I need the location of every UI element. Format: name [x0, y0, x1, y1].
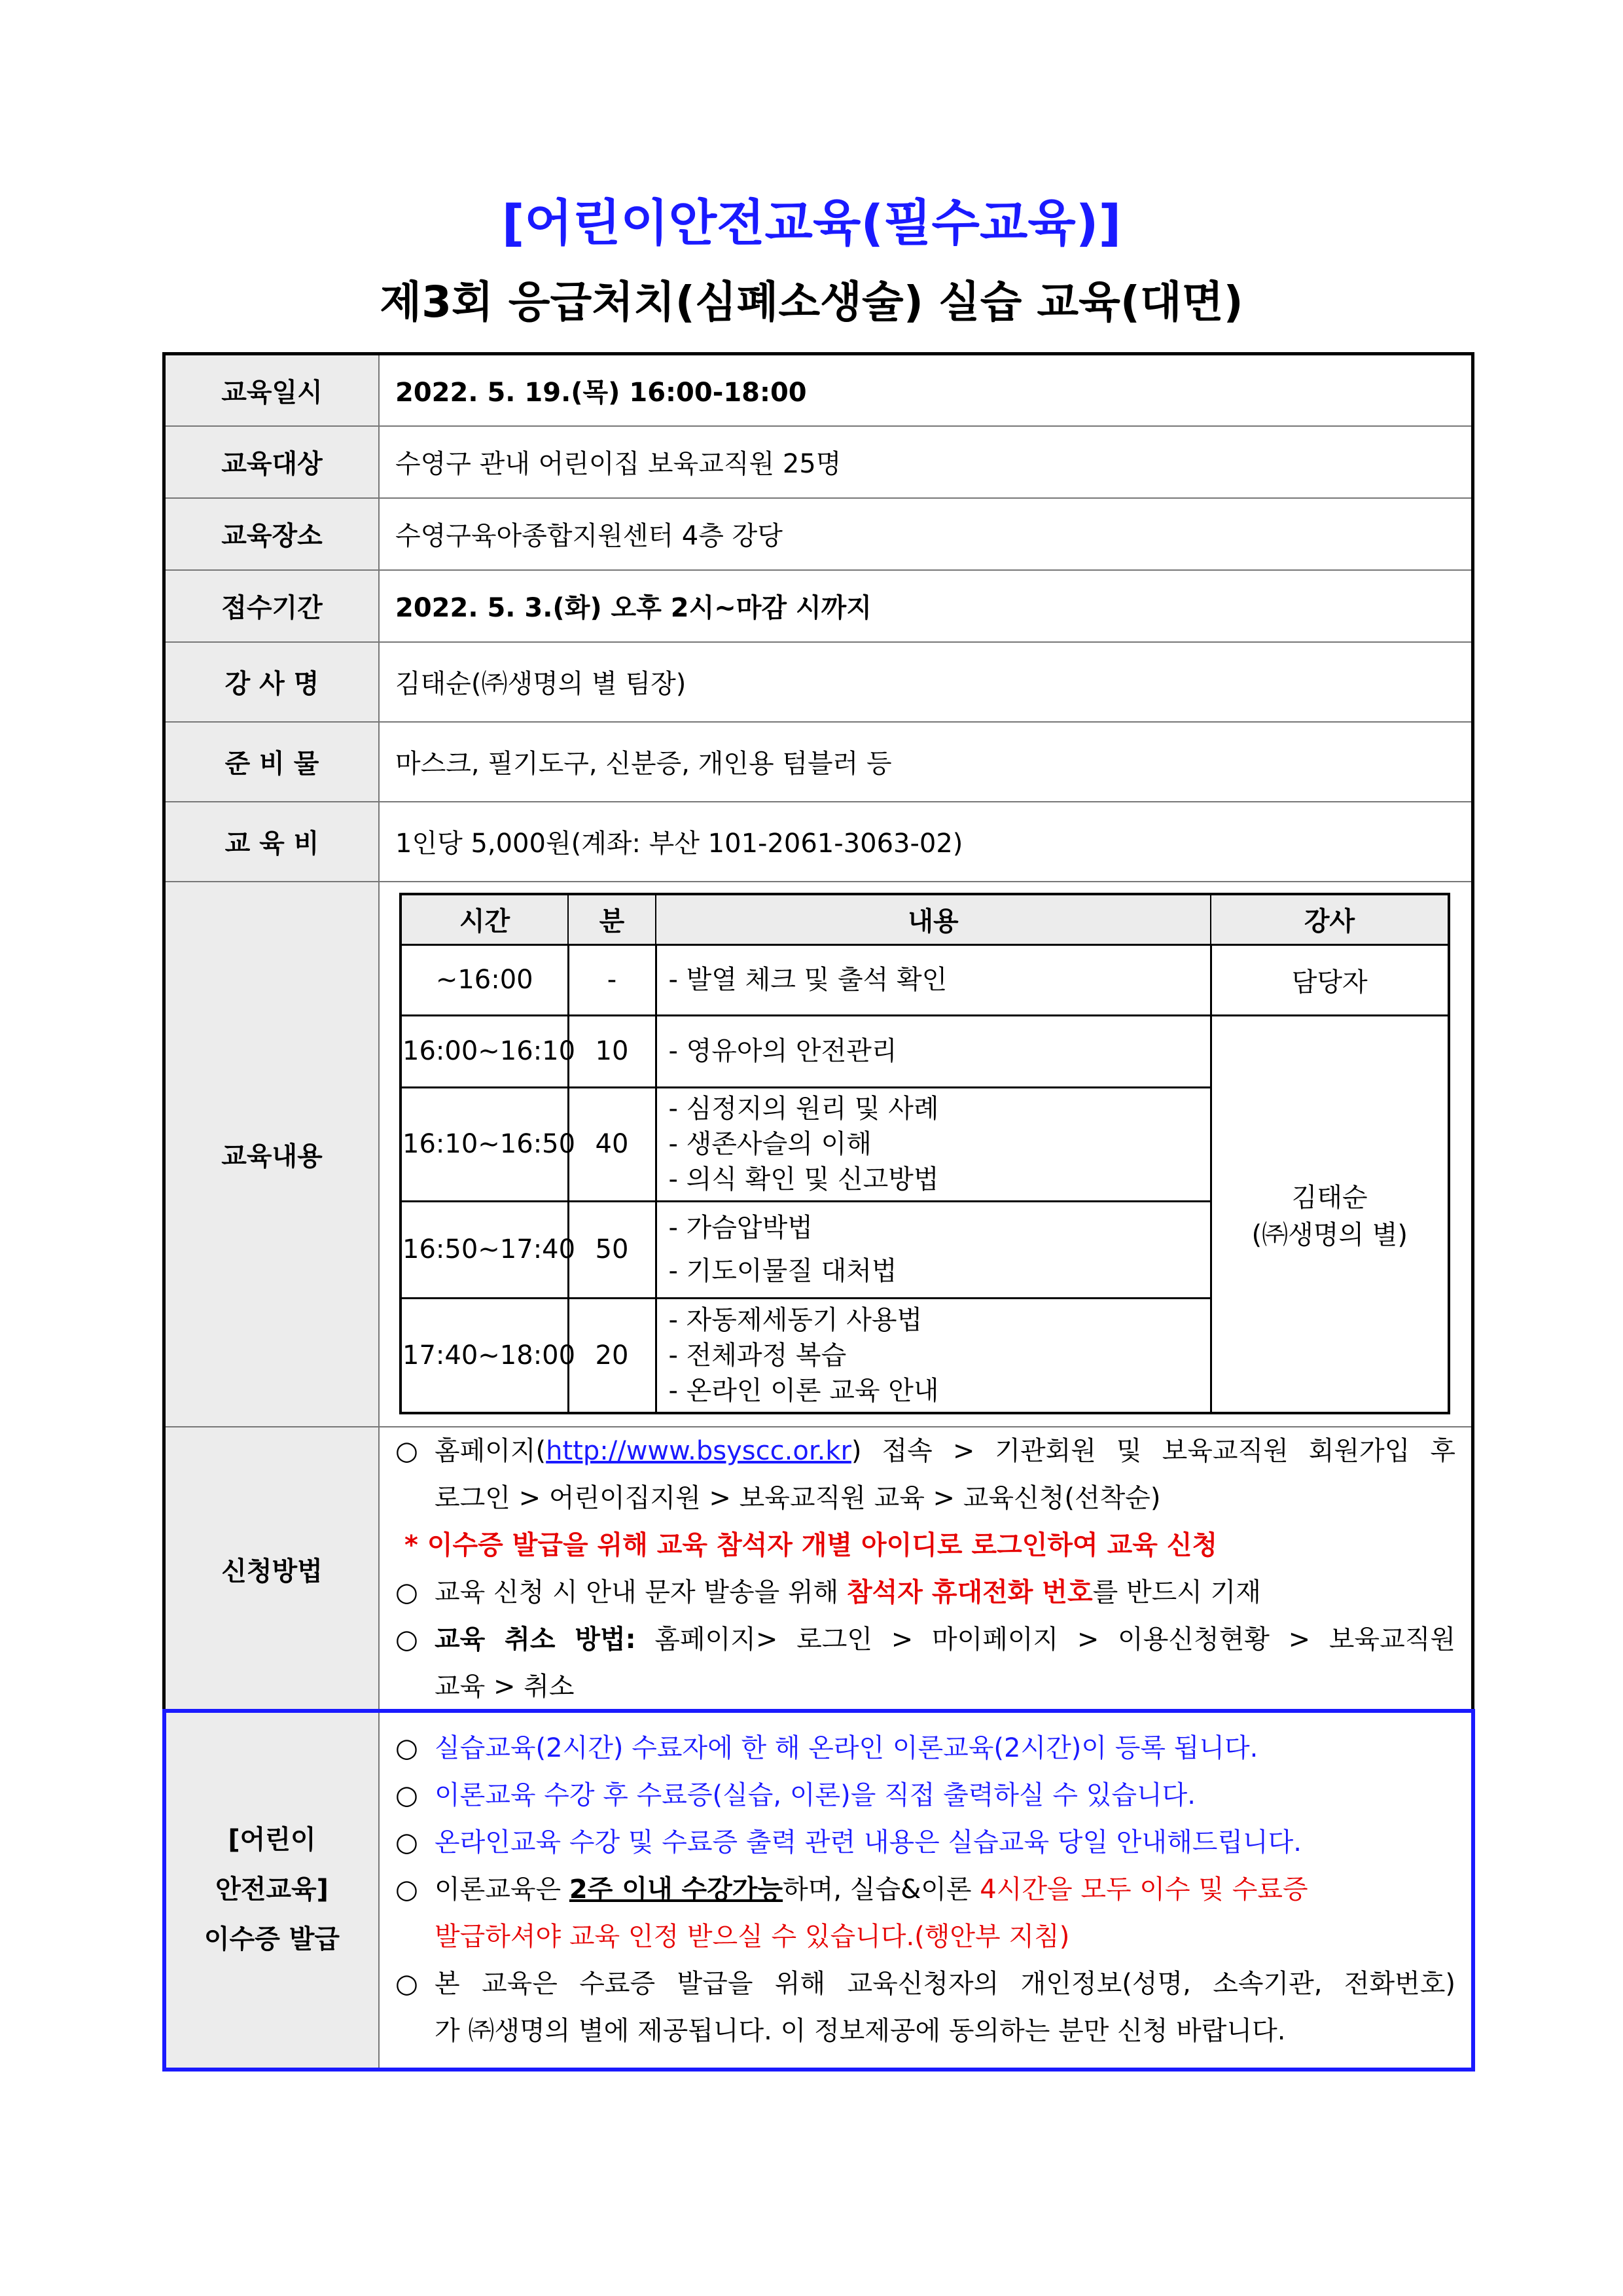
row-target	[164, 426, 1473, 498]
schedule-item-list	[656, 1298, 1211, 1413]
row-certificate	[164, 1711, 1473, 2070]
apply-cell	[379, 1427, 1473, 1711]
certificate-label-line: 안전교육]	[215, 1874, 329, 1905]
target-value: 수영구 관내 어린이집 보육교직원 25명	[379, 426, 1473, 498]
header-minutes: 분	[568, 894, 656, 945]
circle-bullet-icon: ○	[395, 1624, 418, 1655]
header-time: 시간	[401, 894, 568, 945]
row-instructor	[164, 642, 1473, 722]
date-value: 2022. 5. 19.(목) 16:00-18:00	[379, 354, 1473, 426]
apply-text: 홈페이지(	[435, 1436, 546, 1466]
supplies-label: 준 비 물	[164, 722, 380, 802]
certificate-deadline: 2주 이내 수강가능	[569, 1874, 783, 1905]
apply-text: 홈페이지> 로그인 > 마이페이지 > 이용신청현황 > 보육교직원	[635, 1624, 1455, 1655]
content-label: 교육내용	[164, 882, 380, 1427]
apply-label: 신청방법	[164, 1427, 380, 1711]
circle-bullet-icon: ○	[395, 1436, 418, 1466]
certificate-label-line: 이수증 발급	[204, 1924, 340, 1954]
row-apply	[164, 1427, 1473, 1711]
certificate-paragraph-4	[395, 1866, 1455, 1960]
row-period	[164, 570, 1473, 642]
certificate-cell	[379, 1711, 1473, 2070]
certificate-requirement: 발급하셔야 교육 인정 받으실 수 있습니다.(행안부 지침)	[435, 1922, 1070, 1952]
circle-bullet-icon: ○	[395, 1827, 418, 1857]
fee-value: 1인당 5,000원(계좌: 부산 101-2061-3063-02)	[379, 802, 1473, 882]
instructor-value: 김태순(㈜생명의 별 팀장)	[379, 642, 1473, 722]
circle-bullet-icon: ○	[395, 1874, 418, 1905]
row-date	[164, 354, 1473, 426]
cancel-method-label: 교육 취소 방법:	[435, 1624, 636, 1655]
content-cell	[379, 882, 1473, 1427]
schedule-minutes: 10	[568, 1015, 656, 1087]
schedule-item: - 발열 체크 및 출석 확인	[656, 944, 1211, 1015]
schedule-minutes: 40	[568, 1087, 656, 1201]
schedule-minutes: 50	[568, 1201, 656, 1298]
supplies-value: 마스크, 필기도구, 신분증, 개인용 텀블러 등	[379, 722, 1473, 802]
schedule-lecturer: 담당자	[1211, 944, 1449, 1015]
document-title: [어린이안전교육(필수교육)]	[501, 194, 1122, 252]
row-fee	[164, 802, 1473, 882]
document-subtitle: 제3회 응급처치(심폐소생술) 실습 교육(대면)	[380, 277, 1243, 327]
header-lecturer: 강사	[1211, 894, 1449, 945]
schedule-row	[401, 1015, 1449, 1087]
period-value: 2022. 5. 3.(화) 오후 2시~마감 시까지	[379, 570, 1473, 642]
schedule-item: - 자동제세동기 사용법	[668, 1304, 923, 1335]
schedule-item: - 온라인 이론 교육 안내	[668, 1375, 939, 1406]
schedule-item: - 생존사슬의 이해	[668, 1129, 872, 1159]
fee-label: 교 육 비	[164, 802, 380, 882]
certificate-text: 하며, 실습&이론	[783, 1874, 980, 1905]
row-supplies	[164, 722, 1473, 802]
header-content: 내용	[656, 894, 1211, 945]
period-label: 접수기간	[164, 570, 380, 642]
lecturer-name: 김태순	[1291, 1182, 1368, 1213]
certificate-paragraph-5	[395, 1960, 1455, 2054]
schedule-item: - 심정지의 원리 및 사례	[668, 1094, 939, 1124]
certificate-text: 가 ㈜생명의 별에 제공됩니다. 이 정보제공에 동의하는 분만 신청 바랍니다.	[435, 2016, 1286, 2046]
homepage-link[interactable]: http://www.bsyscc.or.kr	[546, 1436, 851, 1466]
certificate-requirement: 4시간을 모두 이수 및 수료증	[980, 1874, 1308, 1905]
certificate-label	[164, 1711, 380, 2070]
certificate-paragraph-1	[395, 1725, 1455, 1772]
schedule-minutes: 20	[568, 1298, 656, 1413]
apply-paragraph-2	[395, 1569, 1455, 1616]
info-table	[162, 352, 1474, 2071]
schedule-table	[399, 893, 1450, 1415]
circle-bullet-icon: ○	[395, 1969, 418, 1999]
schedule-time: ~16:00	[401, 944, 568, 1015]
apply-text: ) 접속 > 기관회원 및 보육교직원 회원가입 후	[851, 1436, 1455, 1466]
certificate-label-line: [어린이	[228, 1825, 316, 1855]
certificate-text: 이론교육 수강 후 수료증(실습, 이론)을 직접 출력하실 수 있습니다.	[435, 1780, 1196, 1810]
apply-note: * 이수증 발급을 위해 교육 참석자 개별 아이디로 로그인하여 교육 신청	[404, 1530, 1218, 1560]
circle-bullet-icon: ○	[395, 1780, 418, 1810]
schedule-time: 16:50~17:40	[401, 1201, 568, 1298]
schedule-item: - 가슴압박법	[668, 1213, 813, 1243]
row-content	[164, 882, 1473, 1427]
schedule-item-list	[656, 1201, 1211, 1298]
date-label: 교육일시	[164, 354, 380, 426]
certificate-text: 온라인교육 수강 및 수료증 출력 관련 내용은 실습교육 당일 안내해드립니다.	[435, 1827, 1302, 1857]
place-label: 교육장소	[164, 498, 380, 570]
schedule-item: - 영유아의 안전관리	[656, 1015, 1211, 1087]
apply-paragraph-3	[395, 1616, 1455, 1710]
certificate-paragraph-3	[395, 1819, 1455, 1866]
schedule-time: 16:10~16:50	[401, 1087, 568, 1201]
schedule-item-list	[656, 1087, 1211, 1201]
apply-phone-highlight: 참석자 휴대전화 번호	[846, 1577, 1093, 1607]
lecturer-org: (㈜생명의 별)	[1251, 1219, 1408, 1250]
certificate-text: 본 교육은 수료증 발급을 위해 교육신청자의 개인정보(성명, 소속기관, 전화번호)	[435, 1969, 1455, 1999]
apply-paragraph-1	[395, 1427, 1455, 1522]
certificate-text: 이론교육은	[435, 1874, 569, 1905]
circle-bullet-icon: ○	[395, 1733, 418, 1763]
schedule-lecturer-main	[1211, 1015, 1449, 1413]
certificate-text: 실습교육(2시간) 수료자에 한 해 온라인 이론교육(2시간)이 등록 됩니다.	[435, 1733, 1258, 1763]
schedule-minutes: -	[568, 944, 656, 1015]
certificate-paragraph-2	[395, 1772, 1455, 1819]
schedule-time: 16:00~16:10	[401, 1015, 568, 1087]
schedule-time: 17:40~18:00	[401, 1298, 568, 1413]
apply-text: 교육 > 취소	[435, 1672, 575, 1702]
apply-text: 로그인 > 어린이집지원 > 보육교직원 교육 > 교육신청(선착순)	[435, 1483, 1161, 1513]
apply-text: 교육 신청 시 안내 문자 발송을 위해	[435, 1577, 847, 1607]
schedule-item: - 전체과정 복습	[668, 1340, 847, 1371]
schedule-header	[401, 894, 1449, 945]
apply-text: 를 반드시 기재	[1092, 1577, 1261, 1607]
row-place	[164, 498, 1473, 570]
place-value: 수영구육아종합지원센터 4층 강당	[379, 498, 1473, 570]
target-label: 교육대상	[164, 426, 380, 498]
schedule-item: - 의식 확인 및 신고방법	[668, 1164, 939, 1194]
instructor-label: 강 사 명	[164, 642, 380, 722]
schedule-item: - 기도이물질 대처법	[668, 1256, 897, 1286]
schedule-row	[401, 944, 1449, 1015]
circle-bullet-icon: ○	[395, 1577, 418, 1607]
